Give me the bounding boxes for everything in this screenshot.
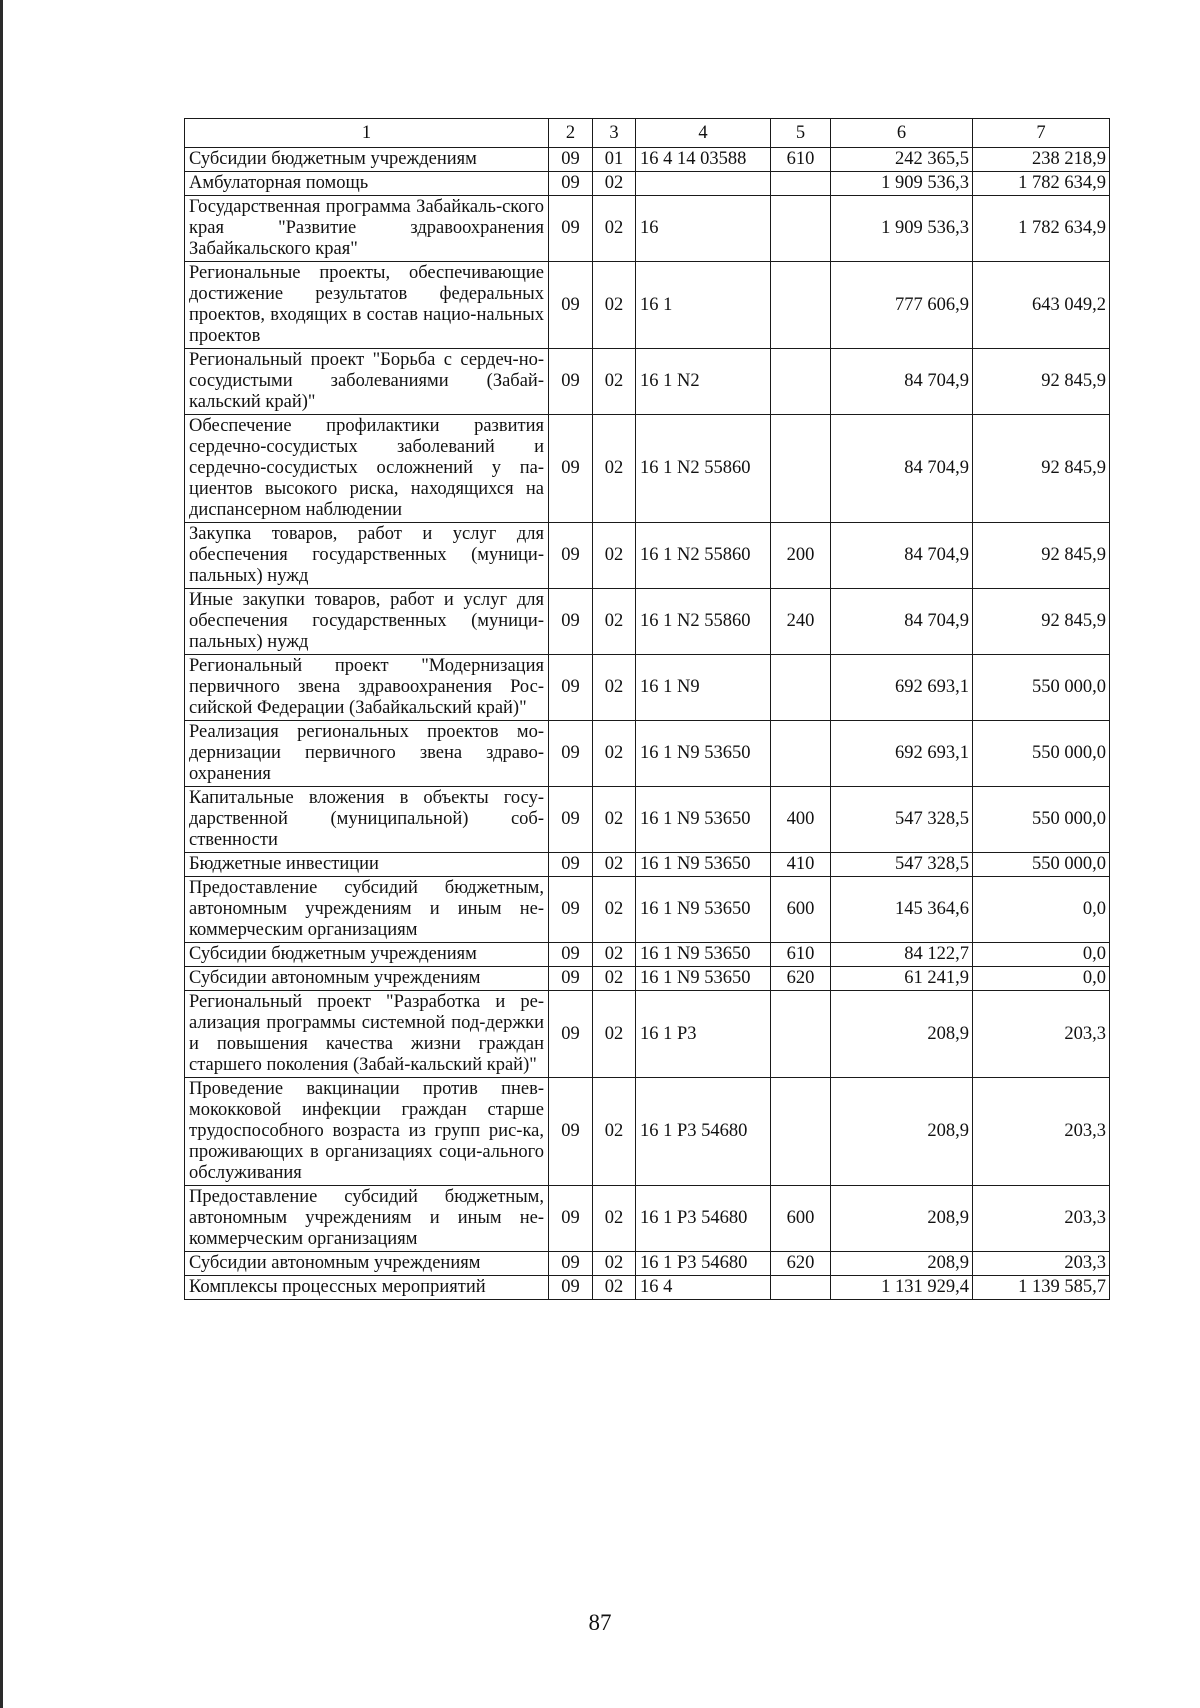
row-target-article: 16 1 P3 54680 [636,1186,771,1252]
row-name: Субсидии автономным учреждениям [185,1252,549,1276]
row-amount-2: 92 845,9 [973,415,1110,523]
table-row [185,349,1110,415]
table-row [185,415,1110,523]
row-name: Капитальные вложения в объекты госу-дарственной (муниципальной) соб-ственности [185,787,549,853]
row-expense-type: 600 [771,877,831,943]
row-expense-type: 410 [771,853,831,877]
row-amount-1: 242 365,5 [831,148,973,172]
row-expense-type [771,721,831,787]
row-section-code: 09 [549,787,593,853]
row-amount-2: 643 049,2 [973,262,1110,349]
table-row [185,943,1110,967]
row-expense-type: 620 [771,967,831,991]
row-section-code: 09 [549,262,593,349]
row-name: Закупка товаров, работ и услуг для обеспечения государственных (муници-пальных) нужд [185,523,549,589]
table-row [185,1186,1110,1252]
row-expense-type: 600 [771,1186,831,1252]
row-section-code: 09 [549,148,593,172]
row-target-article: 16 1 N9 53650 [636,877,771,943]
row-amount-1: 208,9 [831,991,973,1078]
row-name: Региональный проект "Борьба с сердеч-но-сосудистыми заболеваниями (Забай-кальский край)" [185,349,549,415]
row-section-code: 09 [549,1186,593,1252]
row-target-article: 16 1 P3 [636,991,771,1078]
row-target-article: 16 [636,196,771,262]
row-section-code: 09 [549,877,593,943]
row-amount-2: 550 000,0 [973,787,1110,853]
row-subsection-code: 02 [593,349,636,415]
row-subsection-code: 02 [593,172,636,196]
row-target-article: 16 1 N9 53650 [636,721,771,787]
row-name: Субсидии бюджетным учреждениям [185,943,549,967]
row-amount-1: 208,9 [831,1252,973,1276]
row-amount-2: 92 845,9 [973,523,1110,589]
row-target-article: 16 1 N9 53650 [636,967,771,991]
row-expense-type [771,196,831,262]
table-row [185,148,1110,172]
row-target-article: 16 1 N9 53650 [636,787,771,853]
row-name: Реализация региональных проектов мо-дернизации первичного звена здраво-охранения [185,721,549,787]
row-amount-1: 692 693,1 [831,655,973,721]
row-subsection-code: 02 [593,589,636,655]
row-subsection-code: 02 [593,853,636,877]
row-subsection-code: 02 [593,523,636,589]
row-expense-type [771,172,831,196]
row-amount-2: 92 845,9 [973,589,1110,655]
header-col-4: 4 [636,119,771,148]
table-row [185,589,1110,655]
row-section-code: 09 [549,589,593,655]
row-target-article: 16 1 N2 55860 [636,523,771,589]
table-row [185,196,1110,262]
row-name: Предоставление субсидий бюджетным, автономным учреждениям и иным не-коммерческим организациям [185,877,549,943]
row-amount-1: 145 364,6 [831,877,973,943]
table-body [185,119,1110,1300]
row-amount-1: 208,9 [831,1186,973,1252]
row-name: Государственная программа Забайкаль-ского края "Развитие здравоохранения Забайкальского края" [185,196,549,262]
row-amount-1: 84 704,9 [831,589,973,655]
table-row [185,967,1110,991]
table-row [185,262,1110,349]
row-name: Проведение вакцинации против пнев-мококковой инфекции граждан старше трудоспособного возраста из групп рис-ка, проживающих в организациях соци-ального обслуживания [185,1078,549,1186]
row-subsection-code: 02 [593,721,636,787]
row-section-code: 09 [549,991,593,1078]
row-amount-2: 1 139 585,7 [973,1276,1110,1300]
row-expense-type [771,349,831,415]
row-amount-2: 238 218,9 [973,148,1110,172]
row-section-code: 09 [549,967,593,991]
table-row [185,853,1110,877]
row-amount-2: 203,3 [973,1186,1110,1252]
row-amount-1: 84 704,9 [831,349,973,415]
row-section-code: 09 [549,853,593,877]
row-expense-type: 620 [771,1252,831,1276]
row-amount-1: 547 328,5 [831,853,973,877]
table-row [185,787,1110,853]
row-target-article: 16 1 [636,262,771,349]
row-amount-2: 0,0 [973,877,1110,943]
row-amount-1: 1 909 536,3 [831,196,973,262]
row-expense-type [771,415,831,523]
row-amount-1: 547 328,5 [831,787,973,853]
table-row [185,172,1110,196]
row-target-article: 16 1 N2 55860 [636,415,771,523]
header-col-3: 3 [593,119,636,148]
row-target-article: 16 1 P3 54680 [636,1252,771,1276]
row-section-code: 09 [549,349,593,415]
row-amount-1: 777 606,9 [831,262,973,349]
scan-edge [0,0,3,1708]
row-section-code: 09 [549,172,593,196]
row-subsection-code: 02 [593,262,636,349]
row-subsection-code: 01 [593,148,636,172]
row-subsection-code: 02 [593,196,636,262]
header-col-2: 2 [549,119,593,148]
row-target-article: 16 1 N9 53650 [636,943,771,967]
row-target-article: 16 1 N9 53650 [636,853,771,877]
row-amount-1: 84 704,9 [831,523,973,589]
row-expense-type [771,1078,831,1186]
row-name: Комплексы процессных мероприятий [185,1276,549,1300]
row-section-code: 09 [549,1276,593,1300]
row-section-code: 09 [549,415,593,523]
table-row [185,1078,1110,1186]
row-name: Региональный проект "Разработка и ре-ализация программы системной под-держки и повышения качества жизни граждан старшего поколения (Забай-кальский край)" [185,991,549,1078]
row-amount-1: 61 241,9 [831,967,973,991]
row-subsection-code: 02 [593,877,636,943]
row-section-code: 09 [549,721,593,787]
row-amount-2: 550 000,0 [973,853,1110,877]
row-name: Субсидии автономным учреждениям [185,967,549,991]
row-subsection-code: 02 [593,1078,636,1186]
row-amount-1: 84 122,7 [831,943,973,967]
row-name: Предоставление субсидий бюджетным, автономным учреждениям и иным не-коммерческим организациям [185,1186,549,1252]
row-expense-type: 610 [771,943,831,967]
row-target-article: 16 1 N2 55860 [636,589,771,655]
row-name: Обеспечение профилактики развития сердечно-сосудистых заболеваний и сердечно-сосудистых осложнений у па-циентов высокого риска, находящихся на диспансерном наблюдении [185,415,549,523]
row-target-article: 16 4 14 03588 [636,148,771,172]
header-col-6: 6 [831,119,973,148]
header-col-5: 5 [771,119,831,148]
row-amount-2: 203,3 [973,991,1110,1078]
row-subsection-code: 02 [593,415,636,523]
row-amount-2: 550 000,0 [973,721,1110,787]
row-amount-2: 0,0 [973,943,1110,967]
row-subsection-code: 02 [593,655,636,721]
row-name: Региональный проект "Модернизация первичного звена здравоохранения Рос-сийской Федерации (Забайкальский край)" [185,655,549,721]
table-row [185,877,1110,943]
row-amount-2: 92 845,9 [973,349,1110,415]
row-amount-1: 1 131 929,4 [831,1276,973,1300]
table-row [185,523,1110,589]
table-row [185,655,1110,721]
row-expense-type: 240 [771,589,831,655]
header-col-1: 1 [185,119,549,148]
row-subsection-code: 02 [593,1276,636,1300]
row-section-code: 09 [549,196,593,262]
row-target-article: 16 4 [636,1276,771,1300]
row-subsection-code: 02 [593,1186,636,1252]
row-subsection-code: 02 [593,787,636,853]
row-amount-2: 203,3 [973,1078,1110,1186]
row-amount-2: 1 782 634,9 [973,172,1110,196]
row-name: Амбулаторная помощь [185,172,549,196]
row-section-code: 09 [549,1078,593,1186]
row-expense-type: 610 [771,148,831,172]
row-target-article: 16 1 N2 [636,349,771,415]
row-amount-1: 84 704,9 [831,415,973,523]
row-amount-1: 208,9 [831,1078,973,1186]
row-expense-type: 200 [771,523,831,589]
row-amount-2: 203,3 [973,1252,1110,1276]
table-row [185,1252,1110,1276]
row-expense-type: 400 [771,787,831,853]
row-name: Бюджетные инвестиции [185,853,549,877]
page-number: 87 [588,1610,612,1635]
table-header-row [185,119,1110,148]
row-amount-2: 0,0 [973,967,1110,991]
table-row [185,991,1110,1078]
row-subsection-code: 02 [593,1252,636,1276]
row-target-article: 16 1 N9 [636,655,771,721]
row-amount-1: 1 909 536,3 [831,172,973,196]
row-expense-type [771,655,831,721]
row-section-code: 09 [549,943,593,967]
row-expense-type [771,262,831,349]
row-name: Региональные проекты, обеспечивающие достижение результатов федеральных проектов, входящих в состав нацио-нальных проектов [185,262,549,349]
row-name: Субсидии бюджетным учреждениям [185,148,549,172]
row-section-code: 09 [549,1252,593,1276]
row-expense-type [771,1276,831,1300]
table-row [185,721,1110,787]
table-row [185,1276,1110,1300]
row-amount-1: 692 693,1 [831,721,973,787]
row-expense-type [771,991,831,1078]
row-target-article: 16 1 P3 54680 [636,1078,771,1186]
budget-table [184,118,1110,1300]
row-subsection-code: 02 [593,991,636,1078]
row-amount-2: 550 000,0 [973,655,1110,721]
row-amount-2: 1 782 634,9 [973,196,1110,262]
row-subsection-code: 02 [593,943,636,967]
header-col-7: 7 [973,119,1110,148]
row-subsection-code: 02 [593,967,636,991]
row-section-code: 09 [549,523,593,589]
row-name: Иные закупки товаров, работ и услуг для обеспечения государственных (муници-пальных) нужд [185,589,549,655]
row-target-article [636,172,771,196]
row-section-code: 09 [549,655,593,721]
